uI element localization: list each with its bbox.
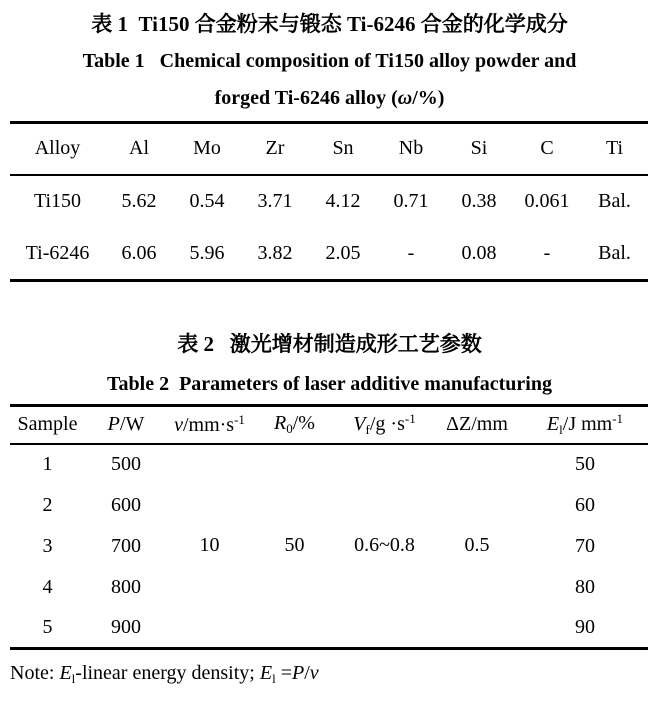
table1-header-alloy: Alloy [34,137,81,160]
table1-cell: Ti150 [33,190,82,212]
table1-cell: Ti-6246 [25,241,90,264]
table2-row [10,444,648,485]
table1-cell: 0.061 [524,190,570,212]
table1-header-mo: Mo [193,137,221,160]
table2-header-speed: $v/mm\cdot s^{-1}$ [174,412,245,437]
table2-cell-power: 900 [111,615,141,638]
table2-title-zh: 表 2 激光增材制造成形工艺参数 [177,332,482,356]
table2-merged-feedrate: 0.6~0.8 [354,534,415,557]
table2-header-energy: $E_l/J$ $mm^{-1}$ [546,411,624,438]
table2-cell-power: 800 [111,575,141,598]
table1-cell: 0.08 [461,241,497,264]
table2-cell-energy: 70 [575,534,595,557]
table1-cell: - [407,241,415,264]
table2-cell-power: 500 [111,453,141,475]
table2-cell-energy: 50 [575,453,595,475]
note-e-symbol: E [59,662,72,684]
table2-cell-energy: 90 [575,615,595,638]
table1-cell: 6.06 [121,241,157,264]
table1-title-en-line1: Table 1 Chemical composition of Ti150 alloy powder and [82,50,577,72]
table2-cell-power: 600 [111,493,141,516]
table1-cell: 5.62 [121,190,157,212]
table1-cell: - [543,241,551,264]
table2-header-overlap: $R_0/\%$ [274,412,315,437]
table2-merged-layerthickness: 0.5 [464,534,490,557]
table2-header-sample: Sample [17,413,78,436]
table1-row-ti6246 [10,228,648,281]
table2-cell-sample: 2 [42,493,53,516]
table1-header-c: C [540,137,554,160]
note-v-symbol: v [309,662,319,684]
table1-header-sn: Sn [332,137,354,160]
table2-title-en: Table 2 Parameters of laser additive manufacturing [107,373,552,395]
table2-header-row [10,406,648,444]
table2-laser-parameters [10,404,648,650]
table1-cell: 3.82 [257,241,293,264]
table1-cell: Bal. [598,190,631,212]
table2-cell-sample: 3 [42,534,53,557]
table1-header-row [10,123,648,175]
table2-header-feedrate: $V_f/g \cdot s^{-1}$ [353,411,416,438]
table1-cell: Bal. [598,241,631,264]
table1-cell: 3.71 [257,190,293,212]
table1-cell: 0.38 [461,190,497,212]
note-prefix: Note: [10,662,60,684]
table1-cell: 0.54 [189,190,225,212]
table2-cell-energy: 60 [575,493,595,516]
table2-cell-sample: 4 [42,575,53,598]
note-e-symbol: E [259,662,273,684]
table2-header-power: P/W [107,413,145,436]
table1-header-al: Al [129,137,149,160]
table1-cell: 5.96 [189,241,225,264]
table2-merged-speed: 10 [199,534,220,557]
table1-cell: 0.71 [393,190,429,212]
note-definition: -linear energy density; [75,662,260,684]
table2-merged-overlap: 50 [284,534,305,557]
table2-header-layerthickness: ΔZ/mm [446,413,508,436]
table1-row-ti150 [10,175,648,228]
table1-header-ti: Ti [605,137,624,160]
table1-header-nb: Nb [398,137,424,160]
table2-cell-sample: 5 [42,615,53,638]
table1-title-en-line2 [0,80,659,116]
omega-symbol: ω [397,87,413,109]
table2-cell-energy: 80 [575,575,595,598]
table2-footnote: Note: $E_l$-linear energy density; $E_l =P/v$ [10,662,319,686]
table1-title-zh: 表 1 Ti150 合金粉末与锻态 Ti-6246 合金的化学成分 [91,12,568,36]
table2-cell-sample: 1 [42,453,53,475]
title-en-line2-post: /%) [412,87,445,109]
table2-cell-power: 700 [111,534,141,557]
table1-cell: 4.12 [325,190,361,212]
note-slash: / [304,662,310,684]
table1-chemical-composition [10,121,648,282]
note-equals: = [275,662,292,684]
table1-cell: 2.05 [325,241,361,264]
table1-header-si: Si [470,137,488,160]
table1-header-zr: Zr [265,137,285,160]
title-en-line2-pre: forged Ti-6246 alloy ( [214,87,398,109]
note-p-symbol: P [291,662,305,684]
